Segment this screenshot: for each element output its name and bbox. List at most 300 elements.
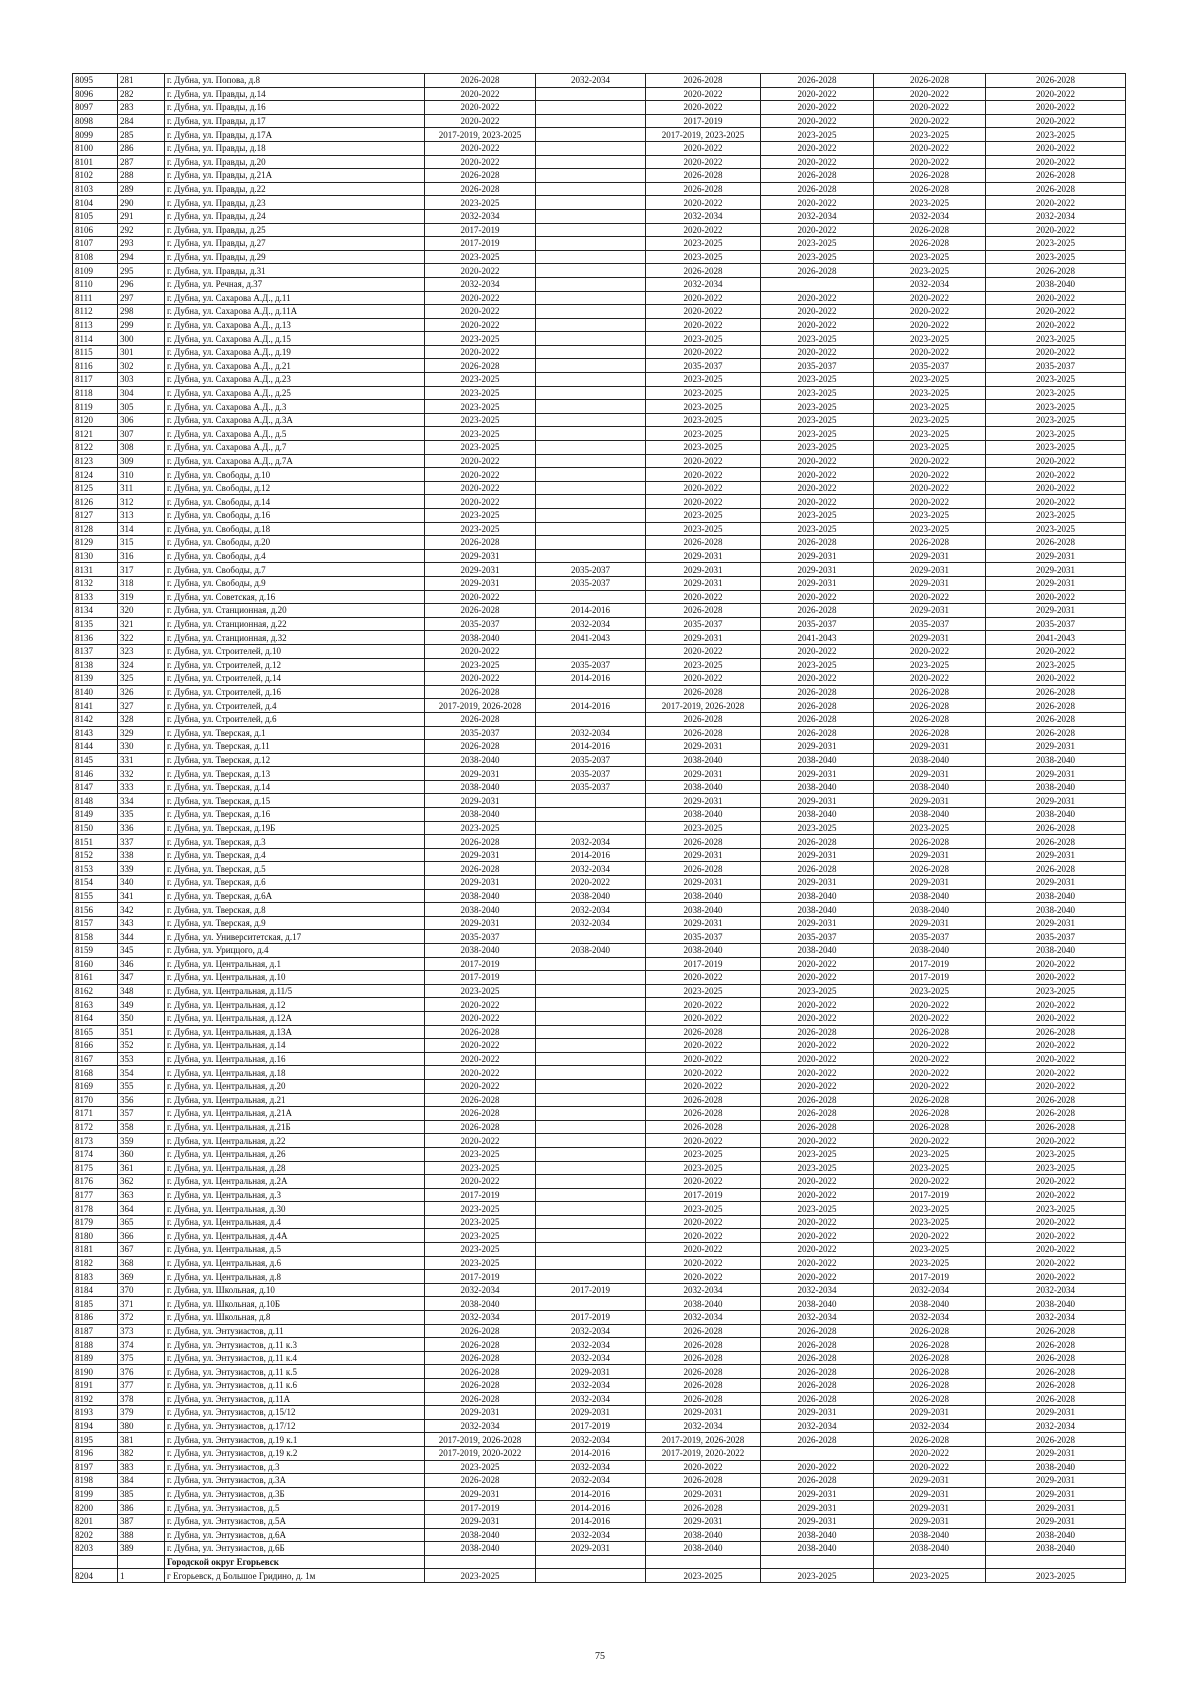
- table-row: [73, 509, 1126, 523]
- table-row: [73, 128, 1126, 142]
- period-col-4-cell: 2026-2028: [761, 169, 874, 183]
- row-number-cell: 8125: [73, 481, 118, 495]
- table-row: [73, 522, 1126, 536]
- row-number-cell: 8134: [73, 604, 118, 618]
- period-col-1-cell: 2023-2025: [425, 1161, 536, 1175]
- period-col-4-cell: 2020-2022: [761, 114, 874, 128]
- local-number-cell: 358: [118, 1120, 165, 1134]
- period-col-3-cell: 2023-2025: [646, 1161, 761, 1175]
- period-col-3-cell: 2026-2028: [646, 726, 761, 740]
- period-col-5-cell: 2026-2028: [874, 1365, 986, 1379]
- period-col-2-cell: 2032-2034: [536, 1351, 646, 1365]
- period-col-2-cell: [536, 1093, 646, 1107]
- period-col-4-cell: 2020-2022: [761, 1066, 874, 1080]
- address-cell: г. Дубна, ул. Свободы, д.12: [165, 481, 425, 495]
- period-col-1-cell: 2023-2025: [425, 373, 536, 387]
- table-row: [73, 930, 1126, 944]
- period-col-5-cell: 2020-2022: [874, 141, 986, 155]
- local-number-cell: 335: [118, 808, 165, 822]
- address-cell: г. Дубна, ул. Станционная, д.22: [165, 617, 425, 631]
- period-col-3-cell: 2020-2022: [646, 1270, 761, 1284]
- row-number-cell: 8151: [73, 835, 118, 849]
- period-col-5-cell: 2029-2031: [874, 563, 986, 577]
- table-row: [73, 155, 1126, 169]
- period-col-4-cell: 2020-2022: [761, 1256, 874, 1270]
- period-col-2-cell: [536, 291, 646, 305]
- row-number-cell: 8201: [73, 1514, 118, 1528]
- period-col-5-cell: 2023-2025: [874, 400, 986, 414]
- period-col-6-cell: 2026-2028: [986, 1338, 1126, 1352]
- empty-cell: [118, 1555, 165, 1569]
- local-number-cell: 389: [118, 1542, 165, 1556]
- period-col-3-cell: 2038-2040: [646, 903, 761, 917]
- period-col-2-cell: [536, 644, 646, 658]
- period-col-4-cell: 2026-2028: [761, 726, 874, 740]
- period-col-4-cell: 2020-2022: [761, 1079, 874, 1093]
- table-row: [73, 944, 1126, 958]
- table-row: [73, 794, 1126, 808]
- period-col-1-cell: 2026-2028: [425, 182, 536, 196]
- period-col-5-cell: 2020-2022: [874, 1052, 986, 1066]
- period-col-2-cell: 2014-2016: [536, 1487, 646, 1501]
- period-col-3-cell: 2017-2019, 2026-2028: [646, 1433, 761, 1447]
- period-col-2-cell: [536, 1066, 646, 1080]
- period-col-1-cell: 2035-2037: [425, 930, 536, 944]
- period-col-3-cell: 2020-2022: [646, 495, 761, 509]
- period-col-5-cell: 2029-2031: [874, 740, 986, 754]
- local-number-cell: 331: [118, 753, 165, 767]
- period-col-5-cell: 2029-2031: [874, 1514, 986, 1528]
- period-col-2-cell: 2032-2034: [536, 1474, 646, 1488]
- local-number-cell: 383: [118, 1460, 165, 1474]
- period-col-4-cell: 2029-2031: [761, 1501, 874, 1515]
- period-col-4-cell: 2038-2040: [761, 780, 874, 794]
- period-col-1-cell: 2032-2034: [425, 1419, 536, 1433]
- period-col-2-cell: [536, 1215, 646, 1229]
- table-row: [73, 835, 1126, 849]
- local-number-cell: 286: [118, 141, 165, 155]
- period-col-3-cell: 2020-2022: [646, 590, 761, 604]
- address-cell: г. Дубна, ул. Энтузиастов, д.11 к.3: [165, 1338, 425, 1352]
- address-cell: г. Дубна, ул. Энтузиастов, д.11 к.5: [165, 1365, 425, 1379]
- housing-schedule-table: [72, 73, 1125, 1583]
- local-number-cell: 323: [118, 644, 165, 658]
- row-number-cell: 8204: [73, 1569, 118, 1583]
- period-col-4-cell: 2023-2025: [761, 821, 874, 835]
- period-col-1-cell: 2023-2025: [425, 522, 536, 536]
- local-number-cell: 353: [118, 1052, 165, 1066]
- period-col-5-cell: 2023-2025: [874, 413, 986, 427]
- period-col-4-cell: 2026-2028: [761, 685, 874, 699]
- address-cell: г. Дубна, ул. Тверская, д.19Б: [165, 821, 425, 835]
- period-col-5-cell: 2020-2022: [874, 481, 986, 495]
- local-number-cell: 375: [118, 1351, 165, 1365]
- period-col-5-cell: 2026-2028: [874, 1324, 986, 1338]
- period-col-1-cell: 2017-2019: [425, 223, 536, 237]
- period-col-3-cell: 2023-2025: [646, 1202, 761, 1216]
- address-cell: г. Дубна, ул. Центральная, д.28: [165, 1161, 425, 1175]
- period-col-4-cell: 2023-2025: [761, 332, 874, 346]
- period-col-2-cell: 2014-2016: [536, 848, 646, 862]
- period-col-2-cell: 2017-2019: [536, 1419, 646, 1433]
- period-col-3-cell: 2020-2022: [646, 644, 761, 658]
- period-col-1-cell: 2023-2025: [425, 1229, 536, 1243]
- period-col-4-cell: 2020-2022: [761, 223, 874, 237]
- period-col-5-cell: 2026-2028: [874, 685, 986, 699]
- period-col-3-cell: 2035-2037: [646, 617, 761, 631]
- period-col-6-cell: 2026-2028: [986, 726, 1126, 740]
- row-number-cell: 8143: [73, 726, 118, 740]
- row-number-cell: 8184: [73, 1283, 118, 1297]
- period-col-2-cell: [536, 114, 646, 128]
- period-col-3-cell: 2032-2034: [646, 209, 761, 223]
- row-number-cell: 8158: [73, 930, 118, 944]
- address-cell: г. Дубна, ул. Центральная, д.4А: [165, 1229, 425, 1243]
- row-number-cell: 8152: [73, 848, 118, 862]
- address-cell: г. Дубна, ул. Тверская, д.8: [165, 903, 425, 917]
- row-number-cell: 8162: [73, 984, 118, 998]
- period-col-4-cell: 2029-2031: [761, 1487, 874, 1501]
- table-row: [73, 454, 1126, 468]
- row-number-cell: 8145: [73, 753, 118, 767]
- address-cell: г. Дубна, ул. Свободы, д.4: [165, 549, 425, 563]
- row-number-cell: 8141: [73, 699, 118, 713]
- period-col-6-cell: 2020-2022: [986, 1066, 1126, 1080]
- period-col-5-cell: 2038-2040: [874, 903, 986, 917]
- period-col-6-cell: 2020-2022: [986, 141, 1126, 155]
- row-number-cell: 8157: [73, 916, 118, 930]
- period-col-1-cell: 2032-2034: [425, 277, 536, 291]
- table-row: [73, 903, 1126, 917]
- period-col-5-cell: 2026-2028: [874, 699, 986, 713]
- period-col-3-cell: 2029-2031: [646, 848, 761, 862]
- local-number-cell: 330: [118, 740, 165, 754]
- period-col-3-cell: 2026-2028: [646, 1120, 761, 1134]
- row-number-cell: 8102: [73, 169, 118, 183]
- period-col-4-cell: 2026-2028: [761, 1351, 874, 1365]
- period-col-1-cell: 2023-2025: [425, 1243, 536, 1257]
- period-col-5-cell: 2038-2040: [874, 780, 986, 794]
- row-number-cell: 8148: [73, 794, 118, 808]
- local-number-cell: 369: [118, 1270, 165, 1284]
- period-col-2-cell: [536, 318, 646, 332]
- period-col-4-cell: 2020-2022: [761, 644, 874, 658]
- period-col-4-cell: 2026-2028: [761, 1093, 874, 1107]
- table-row: [73, 889, 1126, 903]
- period-col-5-cell: 2038-2040: [874, 944, 986, 958]
- period-col-1-cell: 2029-2031: [425, 563, 536, 577]
- local-number-cell: 319: [118, 590, 165, 604]
- address-cell: г Егорьевск, д Большое Гридино, д. 1м: [165, 1569, 425, 1583]
- address-cell: г. Дубна, ул. Свободы, д.9: [165, 576, 425, 590]
- period-col-4-cell: 2029-2031: [761, 563, 874, 577]
- table-row: [73, 1487, 1126, 1501]
- address-cell: г. Дубна, ул. Энтузиастов, д.3Б: [165, 1487, 425, 1501]
- address-cell: г. Дубна, ул. Правды, д.24: [165, 209, 425, 223]
- period-col-5-cell: 2020-2022: [874, 87, 986, 101]
- row-number-cell: 8097: [73, 101, 118, 115]
- period-col-2-cell: 2032-2034: [536, 862, 646, 876]
- period-col-4-cell: 2020-2022: [761, 87, 874, 101]
- period-col-1-cell: 2023-2025: [425, 1147, 536, 1161]
- row-number-cell: 8176: [73, 1175, 118, 1189]
- local-number-cell: 285: [118, 128, 165, 142]
- period-col-4-cell: 2020-2022: [761, 291, 874, 305]
- period-col-3-cell: 2026-2028: [646, 604, 761, 618]
- period-col-1-cell: 2020-2022: [425, 291, 536, 305]
- address-cell: г. Дубна, ул. Центральная, д.20: [165, 1079, 425, 1093]
- table-row: [73, 1514, 1126, 1528]
- period-col-1-cell: 2026-2028: [425, 1324, 536, 1338]
- address-cell: г. Дубна, ул. Уриццого, д.4: [165, 944, 425, 958]
- period-col-5-cell: 2029-2031: [874, 1487, 986, 1501]
- table-row: [73, 1243, 1126, 1257]
- period-col-5-cell: 2020-2022: [874, 1079, 986, 1093]
- table-row: [73, 1093, 1126, 1107]
- local-number-cell: 386: [118, 1501, 165, 1515]
- period-col-6-cell: 2020-2022: [986, 672, 1126, 686]
- local-number-cell: 307: [118, 427, 165, 441]
- period-col-6-cell: 2026-2028: [986, 1120, 1126, 1134]
- address-cell: г. Дубна, ул. Школьная, д.8: [165, 1311, 425, 1325]
- address-cell: г. Дубна, ул. Центральная, д.4: [165, 1215, 425, 1229]
- period-col-1-cell: 2020-2022: [425, 495, 536, 509]
- period-col-5-cell: 2026-2028: [874, 1338, 986, 1352]
- period-col-3-cell: 2038-2040: [646, 1528, 761, 1542]
- empty-cell: [536, 1555, 646, 1569]
- period-col-2-cell: 2041-2043: [536, 631, 646, 645]
- period-col-2-cell: [536, 536, 646, 550]
- row-number-cell: 8163: [73, 998, 118, 1012]
- period-col-3-cell: 2023-2025: [646, 1569, 761, 1583]
- period-col-5-cell: 2026-2028: [874, 536, 986, 550]
- row-number-cell: 8192: [73, 1392, 118, 1406]
- period-col-1-cell: 2023-2025: [425, 1215, 536, 1229]
- period-col-2-cell: 2032-2034: [536, 1338, 646, 1352]
- period-col-6-cell: 2029-2031: [986, 794, 1126, 808]
- period-col-4-cell: 2026-2028: [761, 1392, 874, 1406]
- period-col-4-cell: 2020-2022: [761, 495, 874, 509]
- period-col-4-cell: 2029-2031: [761, 549, 874, 563]
- period-col-2-cell: [536, 169, 646, 183]
- period-col-4-cell: 2020-2022: [761, 672, 874, 686]
- period-col-5-cell: 2023-2025: [874, 1147, 986, 1161]
- period-col-2-cell: [536, 141, 646, 155]
- local-number-cell: 292: [118, 223, 165, 237]
- local-number-cell: 378: [118, 1392, 165, 1406]
- period-col-5-cell: 2023-2025: [874, 522, 986, 536]
- period-col-3-cell: 2029-2031: [646, 1514, 761, 1528]
- period-col-5-cell: 2020-2022: [874, 318, 986, 332]
- address-cell: г. Дубна, ул. Центральная, д.11/5: [165, 984, 425, 998]
- local-number-cell: 283: [118, 101, 165, 115]
- table-row: [73, 1256, 1126, 1270]
- table-row: [73, 672, 1126, 686]
- row-number-cell: 8172: [73, 1120, 118, 1134]
- period-col-3-cell: 2020-2022: [646, 454, 761, 468]
- period-col-6-cell: 2023-2025: [986, 386, 1126, 400]
- period-col-3-cell: 2023-2025: [646, 522, 761, 536]
- period-col-1-cell: 2020-2022: [425, 1175, 536, 1189]
- period-col-5-cell: 2026-2028: [874, 712, 986, 726]
- local-number-cell: 296: [118, 277, 165, 291]
- period-col-3-cell: 2020-2022: [646, 1134, 761, 1148]
- table-row: [73, 305, 1126, 319]
- local-number-cell: 340: [118, 876, 165, 890]
- row-number-cell: 8108: [73, 250, 118, 264]
- local-number-cell: 355: [118, 1079, 165, 1093]
- period-col-2-cell: [536, 1052, 646, 1066]
- schedule-table: [72, 73, 1126, 1583]
- period-col-1-cell: 2023-2025: [425, 821, 536, 835]
- row-number-cell: 8127: [73, 509, 118, 523]
- row-number-cell: 8199: [73, 1487, 118, 1501]
- period-col-5-cell: 2020-2022: [874, 1229, 986, 1243]
- period-col-4-cell: 2026-2028: [761, 1120, 874, 1134]
- period-col-6-cell: 2029-2031: [986, 1406, 1126, 1420]
- period-col-6-cell: 2023-2025: [986, 427, 1126, 441]
- period-col-1-cell: 2038-2040: [425, 631, 536, 645]
- period-col-1-cell: 2029-2031: [425, 876, 536, 890]
- period-col-1-cell: 2017-2019, 2026-2028: [425, 1433, 536, 1447]
- period-col-4-cell: 2026-2028: [761, 604, 874, 618]
- period-col-1-cell: 2029-2031: [425, 1514, 536, 1528]
- row-number-cell: 8164: [73, 1011, 118, 1025]
- local-number-cell: 1: [118, 1569, 165, 1583]
- local-number-cell: 338: [118, 848, 165, 862]
- period-col-2-cell: [536, 495, 646, 509]
- local-number-cell: 380: [118, 1419, 165, 1433]
- period-col-4-cell: 2023-2025: [761, 1161, 874, 1175]
- period-col-3-cell: 2020-2022: [646, 291, 761, 305]
- period-col-3-cell: 2023-2025: [646, 427, 761, 441]
- period-col-1-cell: 2026-2028: [425, 1338, 536, 1352]
- period-col-6-cell: 2038-2040: [986, 889, 1126, 903]
- period-col-4-cell: 2038-2040: [761, 1297, 874, 1311]
- period-col-5-cell: 2023-2025: [874, 1243, 986, 1257]
- period-col-6-cell: 2020-2022: [986, 114, 1126, 128]
- row-number-cell: 8155: [73, 889, 118, 903]
- period-col-3-cell: 2026-2028: [646, 1474, 761, 1488]
- address-cell: г. Дубна, ул. Правды, д.27: [165, 237, 425, 251]
- table-row: [73, 495, 1126, 509]
- row-number-cell: 8129: [73, 536, 118, 550]
- period-col-1-cell: 2020-2022: [425, 305, 536, 319]
- period-col-1-cell: 2020-2022: [425, 468, 536, 482]
- period-col-3-cell: 2029-2031: [646, 916, 761, 930]
- row-number-cell: 8140: [73, 685, 118, 699]
- period-col-3-cell: 2017-2019, 2026-2028: [646, 699, 761, 713]
- row-number-cell: 8167: [73, 1052, 118, 1066]
- table-row: [73, 576, 1126, 590]
- period-col-2-cell: 2035-2037: [536, 753, 646, 767]
- table-row: [73, 1419, 1126, 1433]
- table-row: [73, 984, 1126, 998]
- period-col-5-cell: 2023-2025: [874, 1202, 986, 1216]
- address-cell: г. Дубна, ул. Свободы, д.10: [165, 468, 425, 482]
- period-col-6-cell: 2020-2022: [986, 1175, 1126, 1189]
- table-row: [73, 1406, 1126, 1420]
- period-col-2-cell: [536, 1243, 646, 1257]
- period-col-6-cell: 2023-2025: [986, 658, 1126, 672]
- period-col-5-cell: 2038-2040: [874, 1297, 986, 1311]
- local-number-cell: 313: [118, 509, 165, 523]
- period-col-2-cell: [536, 277, 646, 291]
- period-col-1-cell: 2026-2028: [425, 74, 536, 88]
- period-col-3-cell: 2020-2022: [646, 1039, 761, 1053]
- period-col-3-cell: 2020-2022: [646, 318, 761, 332]
- period-col-1-cell: 2017-2019: [425, 957, 536, 971]
- table-row: [73, 1039, 1126, 1053]
- period-col-6-cell: 2029-2031: [986, 767, 1126, 781]
- period-col-6-cell: 2020-2022: [986, 998, 1126, 1012]
- local-number-cell: 294: [118, 250, 165, 264]
- period-col-6-cell: 2023-2025: [986, 413, 1126, 427]
- address-cell: г. Дубна, ул. Свободы, д.7: [165, 563, 425, 577]
- period-col-1-cell: 2029-2031: [425, 576, 536, 590]
- row-number-cell: 8147: [73, 780, 118, 794]
- period-col-3-cell: 2020-2022: [646, 223, 761, 237]
- period-col-4-cell: [761, 277, 874, 291]
- address-cell: г. Дубна, ул. Сахарова А.Д., д.13: [165, 318, 425, 332]
- row-number-cell: 8168: [73, 1066, 118, 1080]
- period-col-6-cell: 2023-2025: [986, 128, 1126, 142]
- period-col-6-cell: 2029-2031: [986, 1487, 1126, 1501]
- period-col-1-cell: 2023-2025: [425, 332, 536, 346]
- row-number-cell: 8117: [73, 373, 118, 387]
- table-row: [73, 644, 1126, 658]
- period-col-6-cell: 2023-2025: [986, 441, 1126, 455]
- period-col-1-cell: 2020-2022: [425, 345, 536, 359]
- local-number-cell: 352: [118, 1039, 165, 1053]
- address-cell: г. Дубна, ул. Правды, д.22: [165, 182, 425, 196]
- period-col-3-cell: 2029-2031: [646, 740, 761, 754]
- table-row: [73, 386, 1126, 400]
- period-col-4-cell: 2020-2022: [761, 155, 874, 169]
- local-number-cell: 359: [118, 1134, 165, 1148]
- period-col-4-cell: 2029-2031: [761, 794, 874, 808]
- period-col-3-cell: 2038-2040: [646, 780, 761, 794]
- row-number-cell: 8169: [73, 1079, 118, 1093]
- period-col-2-cell: 2032-2034: [536, 74, 646, 88]
- local-number-cell: 325: [118, 672, 165, 686]
- period-col-2-cell: [536, 1079, 646, 1093]
- row-number-cell: 8100: [73, 141, 118, 155]
- period-col-6-cell: 2026-2028: [986, 182, 1126, 196]
- empty-cell: [986, 1555, 1126, 1569]
- period-col-3-cell: 2020-2022: [646, 1229, 761, 1243]
- period-col-3-cell: 2020-2022: [646, 1066, 761, 1080]
- row-number-cell: 8193: [73, 1406, 118, 1420]
- row-number-cell: 8124: [73, 468, 118, 482]
- table-row: [73, 590, 1126, 604]
- row-number-cell: 8142: [73, 712, 118, 726]
- period-col-1-cell: 2026-2028: [425, 1107, 536, 1121]
- period-col-1-cell: 2026-2028: [425, 835, 536, 849]
- address-cell: г. Дубна, ул. Речная, д.37: [165, 277, 425, 291]
- period-col-5-cell: 2029-2031: [874, 876, 986, 890]
- period-col-2-cell: [536, 1011, 646, 1025]
- period-col-4-cell: 2020-2022: [761, 1175, 874, 1189]
- period-col-1-cell: 2029-2031: [425, 1487, 536, 1501]
- period-col-5-cell: 2017-2019: [874, 1270, 986, 1284]
- table-row: [73, 182, 1126, 196]
- period-col-1-cell: 2038-2040: [425, 1528, 536, 1542]
- table-row: [73, 345, 1126, 359]
- row-number-cell: 8195: [73, 1433, 118, 1447]
- period-col-4-cell: 2023-2025: [761, 237, 874, 251]
- period-col-2-cell: [536, 332, 646, 346]
